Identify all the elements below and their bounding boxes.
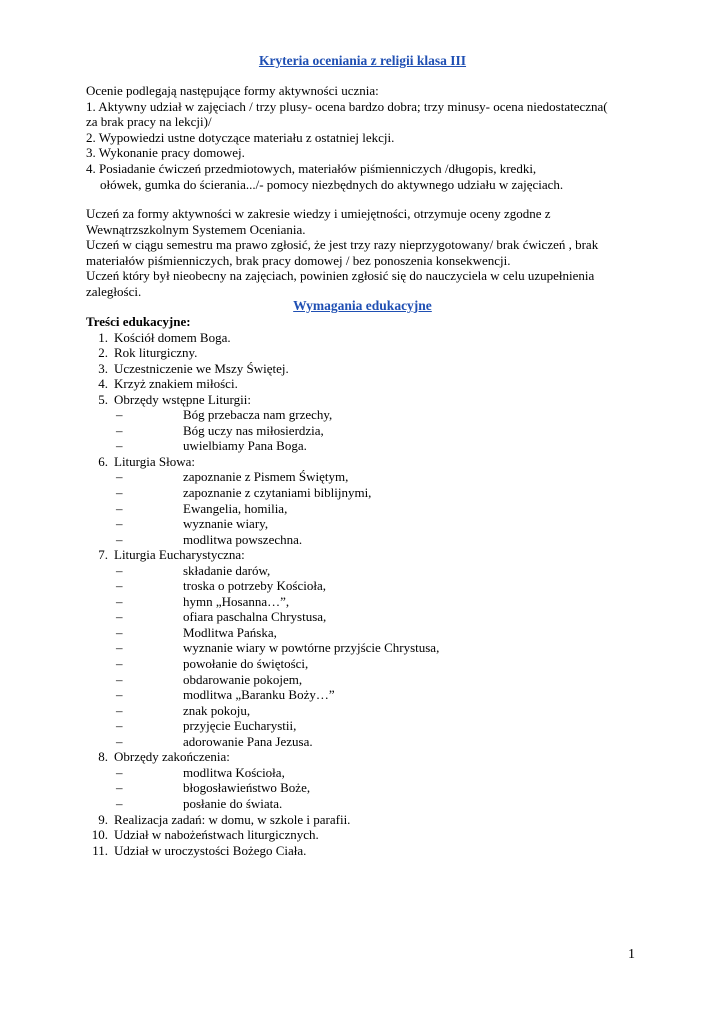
intro-line: Ocenie podlegają następujące formy aktywności ucznia: <box>86 83 379 98</box>
sub-list-item <box>86 765 686 781</box>
sub-list-item-label: modlitwa Kościoła, <box>183 764 285 780</box>
sub-list-item <box>86 625 686 641</box>
sub-list-item <box>86 687 686 703</box>
sub-list-item-label: zapoznanie z Pismem Świętym, <box>183 469 349 485</box>
sub-list-item-label: adorowanie Pana Jezusa. <box>183 733 313 749</box>
sub-list-item-label: ofiara paschalna Chrystusa, <box>183 609 327 625</box>
list-item-label: Rok liturgiczny. <box>114 345 198 361</box>
list-item <box>86 361 686 377</box>
paragraph-line: Uczeń który był nieobecny na zajęciach, powinien zgłosić się do nauczyciela w celu uzupełnienia <box>86 268 595 284</box>
list-item-number: 3. <box>98 360 108 376</box>
list-item-label: Kościół domem Boga. <box>114 329 231 345</box>
intro-line: 2. Wypowiedzi ustne dotyczące materiału z ostatniej lekcji. <box>86 129 395 145</box>
dash-bullet: – <box>116 531 123 547</box>
sub-list-item-label: hymn „Hosanna…”, <box>183 593 290 609</box>
intro-line: ołówek, gumka do ścierania.../- pomocy niezbędnych do aktywnego udziału w zajęciach. <box>100 176 564 192</box>
paragraph-line: materiałów piśmienniczych, brak pracy domowej / bez ponoszenia konsekwencji. <box>86 252 511 268</box>
list-item-number: 8. <box>98 749 108 765</box>
intro-line: 1. Aktywny udział w zajęciach / trzy plusy- ocena bardzo dobra; trzy minusy- ocena niedostateczna( <box>86 98 608 114</box>
dash-bullet: – <box>116 764 123 780</box>
sub-list-item <box>86 594 686 610</box>
list-item-number: 9. <box>98 811 108 827</box>
dash-bullet: – <box>116 438 123 454</box>
sub-list-item <box>86 407 686 423</box>
content-list <box>86 314 686 858</box>
sub-list-item <box>86 672 686 688</box>
sub-list-item-label: Bóg uczy nas miłosierdzia, <box>183 422 324 438</box>
sub-list-item <box>86 469 686 485</box>
dash-bullet: – <box>116 795 123 811</box>
sub-list-item <box>86 780 686 796</box>
list-item <box>86 843 686 859</box>
intro-line: za brak pracy na lekcji)/ <box>86 114 212 130</box>
sub-list-item-label: wyznanie wiary w powtórne przyjście Chrystusa, <box>183 640 440 656</box>
list-item-label: Liturgia Eucharystyczna: <box>114 547 245 563</box>
list-item-number: 2. <box>98 345 108 361</box>
list-item-label: Obrzędy wstępne Liturgii: <box>114 391 251 407</box>
list-item-number: 5. <box>98 391 108 407</box>
sub-list-item <box>86 438 686 454</box>
list-item <box>86 345 686 361</box>
list-item <box>86 547 686 563</box>
sub-list-item <box>86 609 686 625</box>
dash-bullet: – <box>116 407 123 423</box>
list-item-label: Obrzędy zakończenia: <box>114 749 230 765</box>
list-item-number: 1. <box>98 329 108 345</box>
sub-list-item-label: uwielbiamy Pana Boga. <box>183 438 307 454</box>
sub-list-item-label: przyjęcie Eucharystii, <box>183 718 297 734</box>
sub-list-item-label: modlitwa powszechna. <box>183 531 303 547</box>
list-item-number: 11. <box>92 842 108 858</box>
dash-bullet: – <box>116 687 123 703</box>
intro-line: 3. Wykonanie pracy domowej. <box>86 145 245 161</box>
dash-bullet: – <box>116 516 123 532</box>
page-number: 1 <box>628 947 635 962</box>
dash-bullet: – <box>116 578 123 594</box>
dash-bullet: – <box>116 562 123 578</box>
list-item-label: Uczestniczenie we Mszy Świętej. <box>114 360 289 376</box>
document-title: Kryteria oceniania z religii klasa III <box>258 53 467 68</box>
list-item <box>86 454 686 470</box>
list-item-number: 7. <box>98 547 108 563</box>
list-item-number: 10. <box>91 827 108 843</box>
paragraph-line: Uczeń w ciągu semestru ma prawo zgłosić, że jest trzy razy nieprzygotowany/ brak ćwiczeń , brak <box>86 237 599 253</box>
sub-list-item-label: błogosławieństwo Boże, <box>183 780 311 796</box>
list-item-label: Udział w uroczystości Bożego Ciała. <box>114 842 307 858</box>
sub-list-item <box>86 501 686 517</box>
sub-list-item <box>86 532 686 548</box>
list-item <box>86 812 686 828</box>
sub-list-item <box>86 423 686 439</box>
list-item <box>86 749 686 765</box>
sub-list-item <box>86 516 686 532</box>
dash-bullet: – <box>116 780 123 796</box>
content-heading: Treści edukacyjne: <box>86 314 191 329</box>
sub-list-item-label: wyznanie wiary, <box>183 516 269 532</box>
dash-bullet: – <box>116 656 123 672</box>
list-item <box>86 827 686 843</box>
sub-list-item-label: modlitwa „Baranku Boży…” <box>183 687 335 703</box>
dash-bullet: – <box>116 624 123 640</box>
sub-list-item-label: Ewangelia, homilia, <box>183 500 288 516</box>
dash-bullet: – <box>116 718 123 734</box>
sub-list-item-label: znak pokoju, <box>183 702 251 718</box>
paragraph-line: zaległości. <box>86 283 142 299</box>
sub-list-item-label: posłanie do świata. <box>183 795 283 811</box>
dash-bullet: – <box>116 593 123 609</box>
sub-list-item <box>86 656 686 672</box>
sub-list-item <box>86 640 686 656</box>
sub-list-item <box>86 734 686 750</box>
dash-bullet: – <box>116 702 123 718</box>
sub-list-item-label: troska o potrzeby Kościoła, <box>183 578 326 594</box>
sub-list-item <box>86 718 686 734</box>
list-item <box>86 330 686 346</box>
sub-list-item <box>86 485 686 501</box>
dash-bullet: – <box>116 640 123 656</box>
sub-list-item-label: Bóg przebacza nam grzechy, <box>183 407 333 423</box>
sub-list-item <box>86 796 686 812</box>
list-item <box>86 376 686 392</box>
list-item-label: Realizacja zadań: w domu, w szkole i parafii. <box>114 811 351 827</box>
sub-list-item-label: zapoznanie z czytaniami biblijnymi, <box>183 485 372 501</box>
dash-bullet: – <box>116 485 123 501</box>
dash-bullet: – <box>116 500 123 516</box>
list-item <box>86 392 686 408</box>
sub-list-item-label: Modlitwa Pańska, <box>183 624 277 640</box>
dash-bullet: – <box>116 609 123 625</box>
list-item-label: Udział w nabożeństwach liturgicznych. <box>114 827 319 843</box>
intro-section <box>86 83 686 192</box>
dash-bullet: – <box>116 671 123 687</box>
paragraph-line: Wewnątrzszkolnym Systemem Oceniania. <box>86 221 306 237</box>
sub-list-item <box>86 578 686 594</box>
list-item-label: Krzyż znakiem miłości. <box>114 376 238 392</box>
rules-section <box>86 206 686 300</box>
intro-line: 4. Posiadanie ćwiczeń przedmiotowych, materiałów piśmienniczych /długopis, kredki, <box>86 160 537 176</box>
paragraph-line: Uczeń za formy aktywności w zakresie wiedzy i umiejętności, otrzymuje oceny zgodne z <box>86 206 551 221</box>
sub-list-item-label: obdarowanie pokojem, <box>183 671 303 687</box>
dash-bullet: – <box>116 422 123 438</box>
dash-bullet: – <box>116 469 123 485</box>
numbered-list <box>86 330 686 859</box>
list-item-number: 6. <box>98 453 108 469</box>
list-item-label: Liturgia Słowa: <box>114 453 196 469</box>
sub-list-item-label: powołanie do świętości, <box>183 656 309 672</box>
sub-list-item <box>86 703 686 719</box>
dash-bullet: – <box>116 733 123 749</box>
section-subtitle: Wymagania edukacyjne <box>293 298 432 313</box>
sub-list-item-label: składanie darów, <box>183 562 271 578</box>
list-item-number: 4. <box>98 376 108 392</box>
sub-list-item <box>86 563 686 579</box>
